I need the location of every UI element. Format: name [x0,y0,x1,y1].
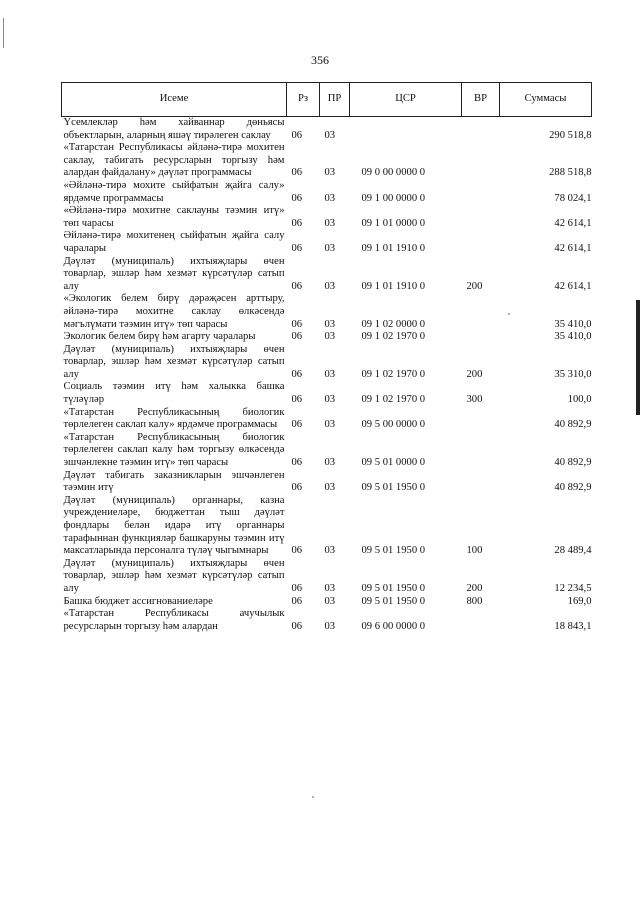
cell-sum: 40 892,9 [554,482,592,494]
cell-pr: 03 [324,167,336,179]
cell-vr: 300 [466,394,483,406]
cell-rz: 06 [291,217,303,229]
cell-vr [462,470,500,495]
cell-csr: 09 1 02 0000 0 [361,318,426,330]
cell-sum: 18 843,1 [554,620,592,632]
cell-csr: 09 1 01 0000 0 [361,217,426,229]
cell-sum: 78 024,1 [554,192,592,204]
cell-vr [462,117,500,143]
cell-name: Дәүләт (муниципаль) ихтыяҗлары өчен товарлар, эшләр һәм хезмәт күрсәтүләр сатып алу [63,343,285,380]
cell-csr [350,117,462,143]
table-row [62,381,592,406]
cell-pr: 03 [324,582,336,594]
cell-rz: 06 [291,280,303,292]
header-rz: Рз [287,83,320,117]
cell-name: «Татарстан Республикасының биологик төрлелеген саклап калу һәм торгызу өлкәсендә эшчәнлекне тәэмин итү» төп чарасы [63,431,285,469]
cell-sum: 35 410,0 [554,318,592,330]
cell-csr: 09 5 01 1950 0 [361,482,426,494]
cell-sum: 42 614,1 [554,280,592,292]
cell-pr: 03 [324,331,336,343]
cell-name: «Татарстан Республикасы ачучылык ресурсларын торгызу һәм алардан [63,608,285,632]
table-row [62,142,592,180]
cell-csr: 09 5 01 1950 0 [361,582,426,594]
cell-rz: 06 [291,331,303,343]
cell-name: Үсемлекләр һәм хайваннар дөньясы объектларын, аларның яшәү тирәлеген саклау [63,117,285,141]
cell-pr: 03 [324,217,336,229]
cell-pr: 03 [324,242,336,254]
cell-rz: 06 [291,457,303,469]
cell-rz: 06 [291,595,303,607]
table-row [62,256,592,294]
cell-vr [462,432,500,470]
cell-name: Социаль тәэмин итү һәм халыкка башка түләүләр [63,381,285,406]
cell-name: Башка бюджет ассигнованиеләре [63,595,213,607]
cell-pr: 03 [324,482,336,494]
scan-dot [312,796,314,798]
header-name: Исеме [62,83,287,117]
cell-name: Дәүләт табигать заказникларын эшчәнлеген тәэмин итү [63,469,285,494]
cell-name: «Татарстан Республикасы әйләнә-тирә мохитен саклау, табигать ресурсларын торгызу һәм алардан файдалану» дәүләт программасы [63,142,285,179]
cell-csr: 09 5 01 1950 0 [361,545,426,557]
cell-name: «Әйләнә-тирә мохитне саклауны тәэмин итү» төп чарасы [63,205,285,229]
header-pr: ПР [320,83,350,117]
cell-name: Дәүләт (муниципаль) ихтыяҗлары өчен товарлар, эшләр һәм хезмәт күрсәтүләр сатып алу [63,255,285,292]
cell-rz: 06 [291,394,303,406]
cell-csr: 09 1 01 1910 0 [361,242,426,254]
cell-name: «Татарстан Республикасының биологик төрлелеген саклап калу» ярдәмче программасы [63,406,285,431]
cell-pr: 03 [324,192,336,204]
table-row [62,470,592,495]
table-row [62,180,592,205]
scan-edge-bar [636,300,640,415]
cell-sum: 35 410,0 [554,331,592,343]
cell-pr: 03 [324,620,336,632]
cell-csr: 09 0 00 0000 0 [361,167,426,179]
cell-pr: 03 [324,280,336,292]
cell-rz: 06 [291,167,303,179]
cell-sum: 42 614,1 [554,217,592,229]
cell-pr: 03 [324,595,336,607]
cell-csr: 09 5 00 0000 0 [361,419,426,431]
cell-vr [462,205,500,230]
cell-pr: 03 [324,318,336,330]
cell-sum: 40 892,9 [554,457,592,469]
cell-pr: 03 [324,457,336,469]
header-vr: ВР [462,83,500,117]
cell-vr: 200 [466,280,483,292]
table-row [62,331,592,344]
cell-vr: 200 [466,368,483,380]
table-row [62,293,592,331]
table-row [62,558,592,596]
cell-vr [462,293,500,331]
cell-csr: 09 1 00 0000 0 [361,192,426,204]
cell-vr [462,142,500,180]
cell-sum: 40 892,9 [554,419,592,431]
cell-csr: 09 6 00 0000 0 [361,620,426,632]
budget-table [61,82,592,633]
cell-rz: 06 [291,545,303,557]
cell-sum: 12 234,5 [554,582,592,594]
cell-vr [462,608,500,633]
table-header [62,83,592,117]
cell-sum: 169,0 [567,595,592,607]
cell-vr: 200 [466,582,483,594]
table-row [62,495,592,558]
cell-vr [462,407,500,432]
cell-sum: 290 518,8 [549,129,592,141]
cell-csr: 09 5 01 0000 0 [361,457,426,469]
cell-pr: 03 [324,129,336,141]
cell-vr [462,331,500,344]
cell-name: Әйләнә-тирә мохитенең сыйфатын җайга салу чаралары [63,230,285,254]
table-row [62,407,592,432]
table-row [62,596,592,609]
cell-name: «Экологик белем бирү дәрәҗәсен арттыру, әйләнә-тирә мохитне саклау өлкәсендә мәгълүмати тәэмин итү» төп чарасы [63,293,285,330]
cell-vr: 800 [466,595,483,607]
cell-vr [462,180,500,205]
cell-rz: 06 [291,482,303,494]
cell-vr [462,230,500,255]
cell-rz: 06 [291,242,303,254]
cell-rz: 06 [291,368,303,380]
cell-sum: 288 518,8 [549,167,592,179]
scan-margin-mark [3,18,4,48]
cell-rz: 06 [291,419,303,431]
cell-csr: 09 1 02 1970 0 [361,368,426,380]
cell-rz: 06 [291,192,303,204]
table-body [62,117,592,634]
cell-sum: 28 489,4 [554,545,592,557]
header-sum: Суммасы [500,83,592,117]
cell-pr: 03 [324,419,336,431]
cell-csr: 09 5 01 1950 0 [361,595,426,607]
table-row [62,608,592,633]
cell-vr: 100 [466,545,483,557]
page-number: 356 [311,53,329,67]
cell-pr: 03 [324,368,336,380]
table-row [62,205,592,230]
cell-csr: 09 1 02 1970 0 [361,331,426,343]
cell-name: Экологик белем бирү һәм агарту чаралары [63,331,256,343]
header-csr: ЦСР [350,83,462,117]
cell-name: Дәүләт (муниципаль) органнары, казна учреждениеләре, бюджеттан тыш дәүләт фондлары белән идарә итү органнары тарафыннан функцияләр башкаруны тәэмин итү максатларында персоналга түләү чыгымнары [63,494,285,557]
cell-pr: 03 [324,394,336,406]
table-row [62,432,592,470]
cell-csr: 09 1 01 1910 0 [361,280,426,292]
cell-pr: 03 [324,545,336,557]
cell-csr: 09 1 02 1970 0 [361,394,426,406]
cell-name: Дәүләт (муниципаль) ихтыяҗлары өчен товарлар, эшләр һәм хезмәт күрсәтүләр сатып алу [63,557,285,594]
cell-rz: 06 [291,318,303,330]
cell-rz: 06 [291,620,303,632]
table-row [62,344,592,382]
cell-sum: 35 310,0 [554,368,592,380]
cell-rz: 06 [291,582,303,594]
table-row [62,117,592,143]
cell-rz: 06 [291,129,303,141]
cell-name: «Әйләнә-тирә мохите сыйфатын җайга салу» ярдәмче программасы [63,179,285,204]
cell-sum: 100,0 [567,394,592,406]
header-row [62,83,592,117]
cell-sum: 42 614,1 [554,242,592,254]
table-row [62,230,592,255]
